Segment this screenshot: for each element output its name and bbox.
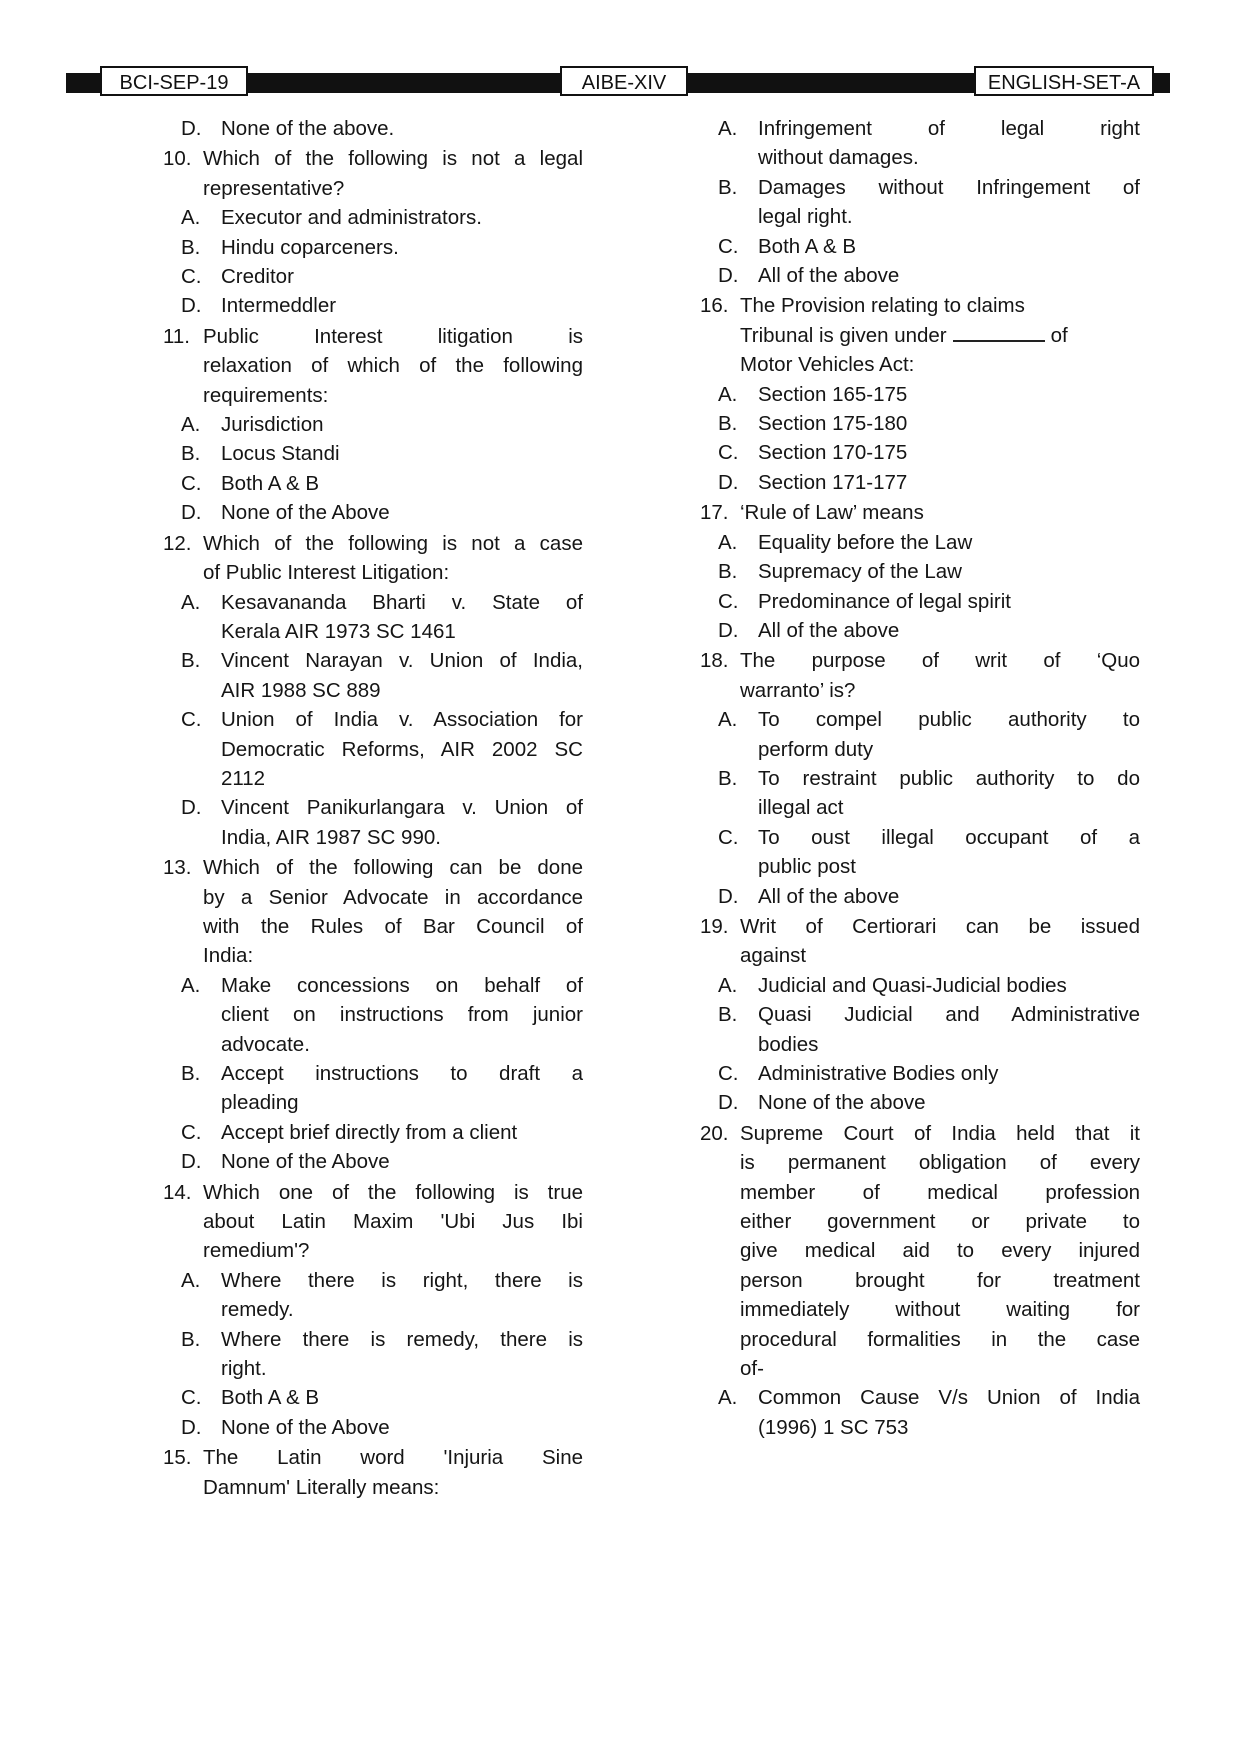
question-text-line: remedium'? (203, 1239, 310, 1263)
option (718, 705, 1140, 764)
option-letter: A. (181, 206, 201, 230)
option-text-line: Vincent Panikurlangara v. Union of (221, 796, 583, 820)
option (181, 233, 583, 262)
option-text-line: Kerala AIR 1973 SC 1461 (221, 619, 456, 643)
option-text-line: Union of India v. Association for (221, 708, 583, 732)
question-text-line: of Public Interest Litigation: (203, 561, 450, 585)
option-text-line: Locus Standi (221, 442, 340, 466)
option (718, 1059, 1140, 1088)
option-letter: D. (718, 618, 739, 642)
option (718, 557, 1140, 586)
option (718, 232, 1140, 261)
option (181, 971, 583, 1059)
question-options (163, 1266, 583, 1442)
option-letter: C. (718, 825, 739, 849)
option (718, 468, 1140, 497)
option-text-line: Intermeddler (221, 294, 337, 318)
option-letter: A. (718, 530, 738, 554)
option-letter: B. (181, 1062, 201, 1085)
option (181, 1118, 583, 1147)
question-text-line: Public Interest litigation is (203, 324, 583, 348)
question-text-line: relaxation of which of the following (203, 354, 583, 378)
left-column (163, 114, 583, 1502)
option-letter: C. (181, 1386, 202, 1410)
option (718, 764, 1140, 823)
question-text-line: Which of the following is not a legal (203, 147, 583, 171)
option-letter: A. (718, 973, 738, 997)
header-set-label: ENGLISH-SET-A (974, 66, 1154, 96)
question-options (163, 588, 583, 853)
option (718, 1088, 1140, 1117)
option-text-line: Democratic Reforms, AIR 2002 SC (221, 737, 583, 761)
question-text-line: Damnum' Literally means: (203, 1475, 440, 1499)
question-text-line: give medical aid to every injured (740, 1239, 1140, 1263)
option (718, 882, 1140, 911)
option-letter: C. (181, 708, 202, 732)
option-text-line: None of the Above (221, 1415, 390, 1439)
option-letter: C. (181, 265, 202, 289)
option-text-line: (1996) 1 SC 753 (758, 1415, 909, 1439)
question-19 (700, 912, 1140, 971)
option-letter: B. (181, 649, 201, 673)
option (718, 438, 1140, 467)
option-letter: D. (181, 294, 202, 318)
option (718, 528, 1140, 557)
option-text-line: All of the above (758, 884, 900, 908)
question-text-line: Which of the following can be done (203, 856, 583, 880)
option-letter: A. (718, 117, 738, 140)
question-text-line: about Latin Maxim 'Ubi Jus Ibi (203, 1210, 583, 1234)
question-number: 11. (163, 324, 190, 348)
option (181, 498, 583, 527)
question-text-line-with-blank (740, 321, 1140, 350)
option-letter: B. (718, 560, 738, 584)
option-text-line: Equality before the Law (758, 530, 973, 554)
question-number: 10. (163, 147, 192, 171)
option-text-line: illegal act (758, 796, 844, 820)
option-text-line: perform duty (758, 737, 874, 761)
question-text-line: Writ of Certiorari can be issued (740, 914, 1140, 938)
question-options (700, 1383, 1140, 1442)
question-18 (700, 646, 1140, 705)
option-letter: D. (181, 796, 202, 820)
question-number: 13. (163, 856, 192, 880)
question-17 (700, 498, 1140, 527)
question-number: 16. (700, 294, 729, 318)
option-text-line: None of the above (758, 1091, 926, 1115)
option-letter: A. (718, 708, 738, 732)
option-letter: A. (181, 413, 201, 437)
question-number: 20. (700, 1121, 729, 1145)
question-text-line: The purpose of writ of ‘Quo (740, 649, 1140, 673)
question-text-before-blank: Tribunal is given under (740, 323, 947, 347)
option-text-line: Section 170-175 (758, 441, 908, 465)
option (181, 469, 583, 498)
carryover-options-q15 (700, 114, 1140, 290)
option-text-line: India, AIR 1987 SC 990. (221, 825, 441, 849)
option-letter: C. (718, 1062, 739, 1085)
option-text-line: Both A & B (758, 234, 857, 258)
option-text-line: Section 171-177 (758, 470, 908, 494)
header-paper-code: BCI-SEP-19 (100, 66, 248, 96)
option-text-line: pleading (221, 1091, 299, 1115)
option-text-line: To restraint public authority to do (758, 766, 1140, 790)
question-text-line: India: (203, 944, 254, 968)
option-text-line: client on instructions from junior (221, 1003, 583, 1027)
option-letter: A. (718, 382, 738, 406)
option-letter: C. (718, 234, 739, 258)
question-16-options (700, 380, 1140, 498)
option-text-line: Supremacy of the Law (758, 560, 962, 584)
option (718, 971, 1140, 1000)
option (181, 1413, 583, 1442)
option (181, 646, 583, 705)
option-text-line: Both A & B (221, 1386, 320, 1410)
option (181, 291, 583, 320)
option-text-line: Common Cause V/s Union of India (758, 1386, 1140, 1410)
question-text-line: with the Rules of Bar Council of (203, 914, 583, 938)
question-text-line: ‘Rule of Law’ means (740, 501, 924, 525)
header-exam-name: AIBE-XIV (560, 66, 688, 96)
question-text-line: of- (740, 1357, 764, 1381)
question-options (700, 971, 1140, 1118)
question-text-line: immediately without waiting for (740, 1298, 1140, 1322)
option (181, 262, 583, 291)
option-letter: B. (718, 175, 738, 199)
option-text-line: AIR 1988 SC 889 (221, 678, 381, 702)
option (718, 1383, 1140, 1442)
question-text-line: against (740, 944, 807, 968)
question-text-line: person brought for treatment (740, 1268, 1140, 1292)
option-letter: D. (718, 884, 739, 908)
right-column (700, 114, 1140, 1442)
question-11 (163, 322, 583, 410)
option-text-line: advocate. (221, 1032, 310, 1056)
option-text-line: Quasi Judicial and Administrative (758, 1003, 1140, 1027)
option-text-line: Damages without Infringement of (758, 175, 1140, 199)
right-question-list (700, 498, 1140, 1442)
question-text-line: procedural formalities in the case (740, 1327, 1140, 1351)
question-number: 12. (163, 531, 192, 555)
option (718, 173, 1140, 232)
question-number: 14. (163, 1180, 192, 1204)
option-text-line: To compel public authority to (758, 708, 1140, 732)
option-text: None of the above. (221, 117, 395, 140)
fill-in-blank (953, 322, 1045, 342)
question-number: 19. (700, 914, 729, 938)
question-text-line: member of medical profession (740, 1180, 1140, 1204)
option-letter: D. (718, 470, 739, 494)
question-text-line: requirements: (203, 383, 329, 407)
option (718, 1000, 1140, 1059)
option (718, 261, 1140, 290)
option-text-line: None of the Above (221, 1150, 390, 1174)
option-text-line: Creditor (221, 265, 294, 289)
option (718, 823, 1140, 882)
question-number: 17. (700, 501, 729, 525)
question-text-line: The Latin word 'Injuria Sine (203, 1446, 583, 1470)
question-text-line: by a Senior Advocate in accordance (203, 885, 583, 909)
option-text-line: To oust illegal occupant of a (758, 825, 1140, 849)
option (718, 587, 1140, 616)
option-text-line: Jurisdiction (221, 413, 324, 437)
option-carryover (181, 114, 583, 143)
option (181, 588, 583, 647)
question-text-line: Which of the following is not a case (203, 531, 583, 555)
option-letter: A. (718, 1386, 738, 1410)
question-number: 18. (700, 649, 729, 673)
option (181, 410, 583, 439)
option-text-line: Section 165-175 (758, 382, 908, 406)
option (181, 793, 583, 852)
question-13 (163, 853, 583, 971)
question-text-line: Supreme Court of India held that it (740, 1121, 1140, 1145)
option-letter: D. (181, 1415, 202, 1439)
option-letter: D. (181, 117, 202, 140)
option-text-line: Both A & B (221, 471, 320, 495)
option-text-line: Accept brief directly from a client (221, 1120, 518, 1144)
question-20 (700, 1119, 1140, 1384)
option-text-line: remedy. (221, 1298, 294, 1322)
question-options (163, 203, 583, 321)
question-text-after-blank: of (1050, 323, 1068, 347)
option-text-line: Judicial and Quasi-Judicial bodies (758, 973, 1067, 997)
option-text-line: Accept instructions to draft a (221, 1062, 583, 1085)
option (181, 1147, 583, 1176)
option-letter: B. (718, 1003, 738, 1027)
option-text-line: Hindu coparceners. (221, 235, 399, 259)
option-text-line: Vincent Narayan v. Union of India, (221, 649, 583, 673)
option-text-line: Infringement of legal right (758, 117, 1140, 140)
option-text-line: Where there is right, there is (221, 1268, 583, 1292)
option-text-line: 2112 (221, 766, 266, 790)
option-text-line: legal right. (758, 205, 853, 229)
option-text-line: Section 175-180 (758, 412, 908, 436)
question-15 (163, 1443, 583, 1502)
option (181, 203, 583, 232)
option-letter: D. (718, 1091, 739, 1115)
option-letter: B. (718, 766, 738, 790)
option-text-line: right. (221, 1357, 267, 1381)
option (718, 409, 1140, 438)
option-letter: B. (181, 442, 201, 466)
option-text-line: All of the above (758, 618, 900, 642)
option-letter: C. (718, 589, 739, 613)
question-16 (700, 291, 1140, 379)
option-letter: A. (181, 590, 201, 614)
question-options (163, 971, 583, 1177)
option-text-line: Where there is remedy, there is (221, 1327, 583, 1351)
option-text-line: None of the Above (221, 501, 390, 525)
option (718, 380, 1140, 409)
option-letter: C. (718, 441, 739, 465)
left-question-list (163, 144, 583, 1502)
option-letter: D. (718, 264, 739, 288)
option-text-line: Executor and administrators. (221, 206, 482, 230)
option-letter: A. (181, 973, 201, 997)
option-text-line: Kesavananda Bharti v. State of (221, 590, 583, 614)
question-options (700, 528, 1140, 646)
option-text-line: public post (758, 855, 857, 879)
option-letter: A. (181, 1268, 201, 1292)
question-10 (163, 144, 583, 203)
option-letter: C. (181, 1120, 202, 1144)
question-text-line: representative? (203, 176, 345, 200)
question-text-line: is permanent obligation of every (740, 1151, 1140, 1175)
option-letter: D. (181, 1150, 202, 1174)
option (181, 1059, 583, 1118)
option (718, 616, 1140, 645)
option-letter: B. (181, 1327, 201, 1351)
question-text-line: Motor Vehicles Act: (740, 353, 915, 377)
option (181, 439, 583, 468)
option (718, 114, 1140, 173)
question-text-line: either government or private to (740, 1210, 1140, 1234)
option (181, 1325, 583, 1384)
option-text-line: bodies (758, 1032, 819, 1056)
option-text-line: Predominance of legal spirit (758, 589, 1011, 613)
question-text-line: warranto’ is? (740, 678, 856, 702)
option (181, 705, 583, 793)
question-options (700, 705, 1140, 911)
option-text-line: Make concessions on behalf of (221, 973, 583, 997)
option-letter: D. (181, 501, 202, 525)
question-text-line: Which one of the following is true (203, 1180, 583, 1204)
option (181, 1383, 583, 1412)
option-text-line: Administrative Bodies only (758, 1062, 999, 1085)
question-14 (163, 1178, 583, 1266)
option-letter: B. (181, 235, 201, 259)
option-text-line: without damages. (758, 146, 919, 170)
option-letter: C. (181, 471, 202, 495)
question-text-line: The Provision relating to claims (740, 294, 1025, 318)
question-options (163, 410, 583, 528)
option-text-line: All of the above (758, 264, 900, 288)
option (181, 1266, 583, 1325)
question-12 (163, 529, 583, 588)
option-letter: B. (718, 412, 738, 436)
question-number: 15. (163, 1446, 192, 1470)
